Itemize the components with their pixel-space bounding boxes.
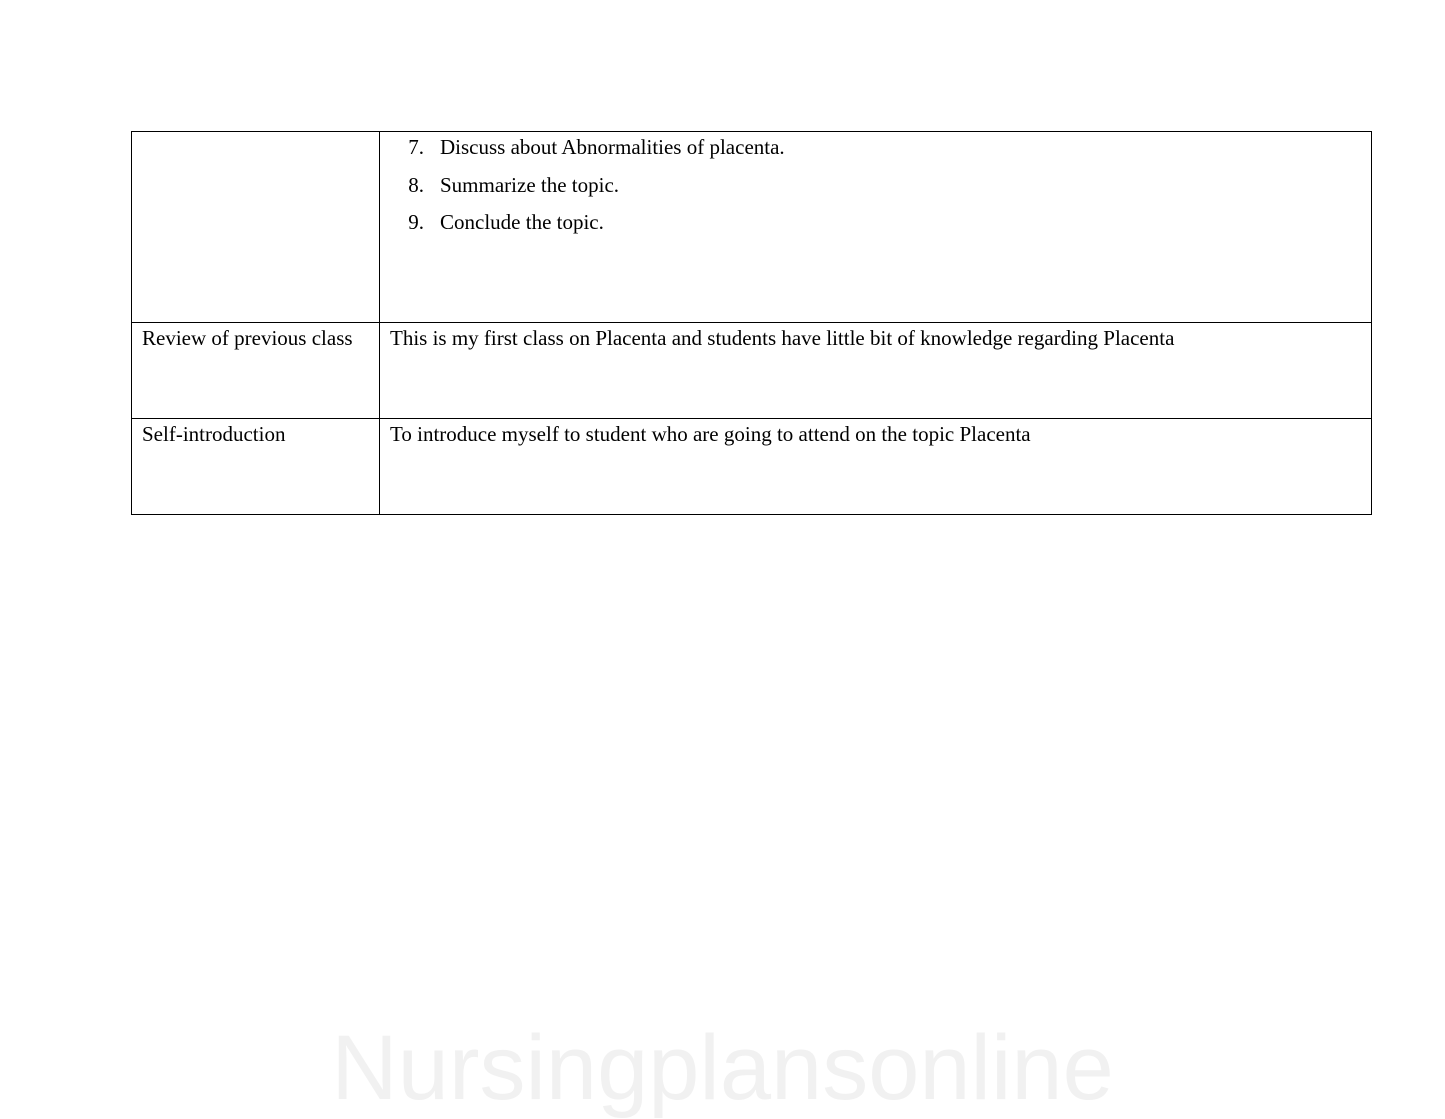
self-introduction-row	[132, 419, 1372, 515]
review-content-cell	[380, 323, 1372, 419]
self-introduction-label: Self-introduction	[142, 422, 286, 446]
review-content: This is my first class on Placenta and students have little bit of knowledge regarding Placenta	[390, 326, 1175, 350]
review-label-cell	[132, 323, 380, 419]
objective-number: 9.	[408, 210, 424, 234]
self-introduction-label-cell	[132, 419, 380, 515]
objectives-content-cell	[380, 132, 1372, 323]
objective-text: Conclude the topic.	[440, 210, 604, 234]
objective-text: Discuss about Abnormalities of placenta.	[440, 135, 785, 159]
objectives-row	[132, 132, 1372, 323]
review-label: Review of previous class	[142, 326, 353, 350]
objectives-label-cell	[132, 132, 380, 323]
lesson-plan-table	[131, 131, 1372, 515]
review-row	[132, 323, 1372, 419]
objective-number: 8.	[408, 172, 424, 197]
watermark: Nursingplansonline	[331, 1017, 1114, 1119]
objective-item	[380, 134, 1371, 172]
objective-text: Summarize the topic.	[440, 172, 620, 197]
objective-number: 7.	[408, 135, 424, 159]
self-introduction-content-cell	[380, 419, 1372, 515]
objective-item	[380, 172, 1371, 210]
self-introduction-content: To introduce myself to student who are going to attend on the topic Placenta	[390, 422, 1031, 446]
objective-list	[380, 132, 1371, 247]
objective-item	[380, 209, 1371, 247]
